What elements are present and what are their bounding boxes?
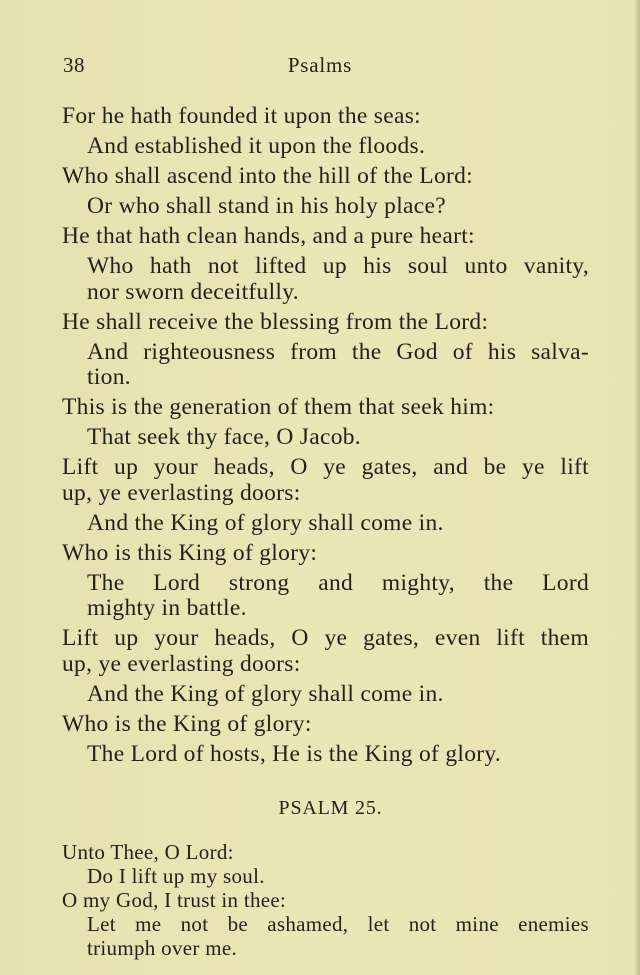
text-line: Who is this King of glory: — [62, 539, 318, 566]
page-number: 38 — [63, 53, 85, 77]
text-line: Let me not be ashamed, let not mine enemies — [87, 912, 589, 936]
verse-response — [62, 912, 589, 960]
verse-response — [62, 254, 589, 305]
running-head: Psalms — [287, 53, 353, 77]
text-line: And established it upon the floods. — [87, 133, 426, 159]
verse-line — [62, 712, 589, 738]
text-line: And the King of glory shall come in. — [87, 509, 444, 536]
verse-response — [62, 682, 589, 708]
text-line: up, ye everlasting doors: — [62, 650, 301, 677]
verse-line — [62, 541, 589, 567]
page-header — [0, 53, 640, 83]
text-line: triumph over me. — [87, 936, 238, 960]
verse-line — [62, 310, 589, 336]
text-line: The Lord strong and mighty, the Lord — [87, 569, 589, 596]
verse-response — [62, 425, 589, 451]
psalm-heading: PSALM 25. — [278, 797, 383, 819]
verse-line — [62, 224, 589, 250]
text-line: Who shall ascend into the hill of the Lord: — [62, 163, 473, 189]
verse-line — [62, 626, 589, 677]
text-line: He shall receive the blessing from the Lord: — [62, 308, 489, 335]
text-line: mighty in battle. — [87, 595, 247, 621]
verse-line — [62, 840, 589, 864]
psalm-25-text — [62, 840, 589, 960]
text-line: Do I lift up my soul. — [87, 864, 265, 888]
page-edge-shadow — [634, 0, 640, 975]
text-line: Or who shall stand in his holy place? — [87, 193, 446, 219]
text-line: For he hath founded it upon the seas: — [62, 103, 421, 129]
text-line: nor sworn deceitfully. — [87, 278, 299, 305]
verse-response — [62, 571, 589, 622]
text-line: tion. — [87, 364, 131, 390]
verse-line — [62, 455, 589, 506]
psalm-24-text — [62, 104, 589, 767]
verse-response — [62, 742, 589, 768]
verse-line — [62, 888, 589, 912]
text-line: up, ye everlasting doors: — [62, 479, 301, 506]
text-line: Who hath not lifted up his soul unto vanity, — [87, 253, 589, 279]
text-line: And righteousness from the God of his salva- — [87, 338, 589, 365]
verse-response — [62, 134, 589, 160]
text-line: O my God, I trust in thee: — [62, 888, 287, 912]
verse-response — [62, 194, 589, 220]
body-text — [62, 104, 589, 960]
text-line: Unto Thee, O Lord: — [62, 840, 234, 864]
text-line: He that hath clean hands, and a pure heart: — [62, 223, 475, 249]
verse-line — [62, 395, 589, 421]
verse-line — [62, 164, 589, 190]
text-line: Lift up your heads, O ye gates, even lift them — [62, 625, 589, 651]
verse-line — [62, 104, 589, 130]
verse-response — [62, 864, 589, 888]
text-line: The Lord of hosts, He is the King of glory. — [87, 740, 502, 767]
verse-response — [62, 511, 589, 537]
text-line: That seek thy face, O Jacob. — [87, 424, 361, 450]
text-line: Who is the King of glory: — [62, 710, 312, 737]
text-line: This is the generation of them that seek him: — [62, 394, 495, 420]
text-line: And the King of glory shall come in. — [87, 680, 444, 707]
verse-response — [62, 340, 589, 391]
text-line: Lift up your heads, O ye gates, and be ye lift — [62, 454, 589, 480]
